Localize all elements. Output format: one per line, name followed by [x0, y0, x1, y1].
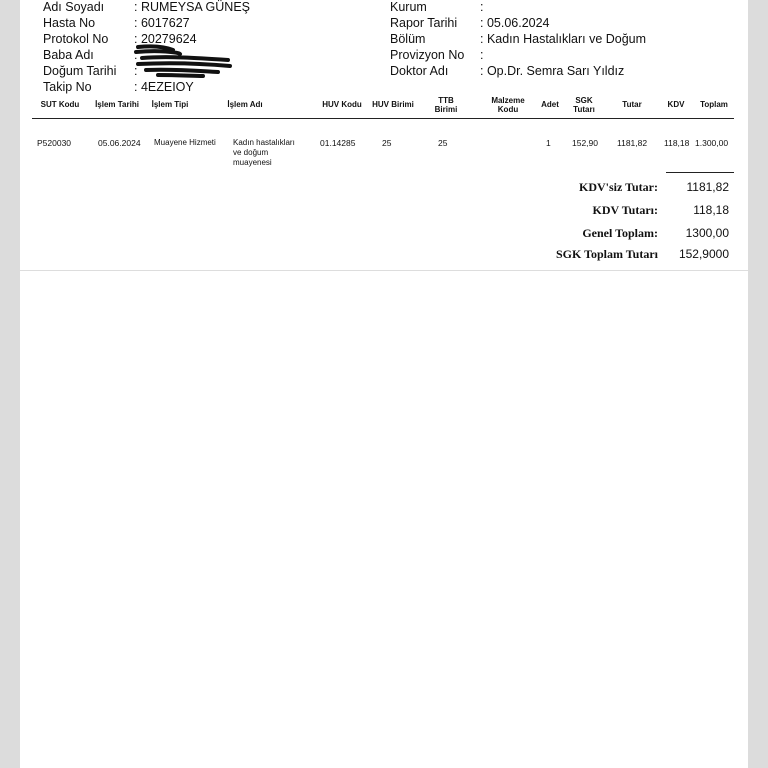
header-type: İşlem Tipi — [151, 100, 189, 109]
doctor-value: : Op.Dr. Semra Sarı Yıldız — [480, 64, 625, 78]
report-date-label: Rapor Tarihi — [390, 16, 458, 30]
cell-vat: 118,18 — [664, 138, 690, 148]
pre-vat-label: KDV'siz Tutar: — [578, 180, 658, 194]
department-label: Bölüm — [390, 32, 426, 46]
header-ttb-unit-line2: Birimi — [434, 105, 458, 114]
sgk-total-value: 152,9000 — [678, 247, 729, 261]
patient-name-value: : RUMEYSA GÜNEŞ — [134, 0, 250, 14]
father-name-value: : — [134, 48, 138, 62]
header-total: Toplam — [700, 100, 728, 109]
summary-divider — [666, 172, 734, 173]
patient-no-value: : 6017627 — [134, 16, 190, 30]
cell-name-line3: muayenesi — [233, 158, 272, 167]
header-divider — [32, 118, 734, 119]
header-vat: KDV — [667, 100, 685, 109]
tracking-no-label: Takip No — [43, 80, 92, 94]
sgk-total-label: SGK Toplam Tutarı — [555, 247, 658, 261]
header-ttb-unit — [426, 96, 466, 114]
header-material-code — [484, 96, 532, 114]
cell-name-line1: Kadın hastalıkları — [233, 138, 295, 147]
header-count: Adet — [541, 100, 559, 109]
cell-sgk-amount: 152,90 — [572, 138, 598, 148]
grand-total-label: Genel Toplam: — [582, 226, 658, 240]
institution-value: : — [480, 0, 484, 14]
header-huv-unit: HUV Birimi — [372, 100, 414, 109]
header-ttb-unit-line1: TTB — [438, 96, 454, 105]
tracking-no-value: : 4EZEIOY — [134, 80, 194, 94]
grand-total-value: 1300,00 — [685, 226, 729, 240]
document-page — [20, 0, 748, 768]
header-material-code-line1: Malzeme — [491, 96, 525, 105]
department-value: : Kadın Hastalıkları ve Doğum — [480, 32, 647, 46]
header-sgk-amount-line2: Tutarı — [573, 105, 595, 114]
cell-name-line2: ve doğum — [233, 148, 269, 157]
doctor-label: Doktor Adı — [390, 64, 449, 78]
cell-sut-code: P520030 — [37, 138, 72, 148]
header-name: İşlem Adı — [227, 100, 263, 109]
birth-date-value: : — [134, 64, 138, 78]
cell-name — [233, 138, 295, 168]
protocol-no-label: Protokol No — [43, 32, 109, 46]
patient-name-label: Adı Soyadı — [43, 0, 105, 14]
father-name-label: Baba Adı — [43, 48, 94, 62]
cell-total: 1.300,00 — [695, 138, 729, 148]
cell-count: 1 — [546, 138, 551, 148]
institution-label: Kurum — [390, 0, 427, 14]
section-divider — [20, 270, 748, 271]
pre-vat-value: 1181,82 — [686, 180, 729, 194]
header-sgk-amount — [566, 96, 602, 114]
cell-amount: 1181,82 — [617, 138, 648, 148]
header-material-code-line2: Kodu — [497, 105, 519, 114]
header-date: İşlem Tarihi — [95, 100, 139, 109]
protocol-no-value: : 20279624 — [134, 32, 197, 46]
cell-date: 05.06.2024 — [98, 138, 141, 148]
header-sut-code: SUT Kodu — [40, 100, 80, 109]
header-amount: Tutar — [622, 100, 642, 109]
vat-label: KDV Tutarı: — [592, 203, 658, 217]
provision-no-value: : — [480, 48, 484, 62]
vat-value: 118,18 — [693, 203, 729, 217]
report-date-value: : 05.06.2024 — [480, 16, 550, 30]
cell-huv-unit: 25 — [382, 138, 392, 148]
patient-no-label: Hasta No — [43, 16, 96, 30]
cell-ttb-unit: 25 — [438, 138, 448, 148]
header-sgk-amount-line1: SGK — [575, 96, 593, 105]
cell-huv-code: 01.14285 — [320, 138, 356, 148]
cell-type: Muayene Hizmeti — [154, 138, 216, 147]
provision-no-label: Provizyon No — [390, 48, 465, 62]
header-huv-code: HUV Kodu — [322, 100, 362, 109]
birth-date-label: Doğum Tarihi — [43, 64, 117, 78]
redaction-scribble — [118, 42, 238, 80]
